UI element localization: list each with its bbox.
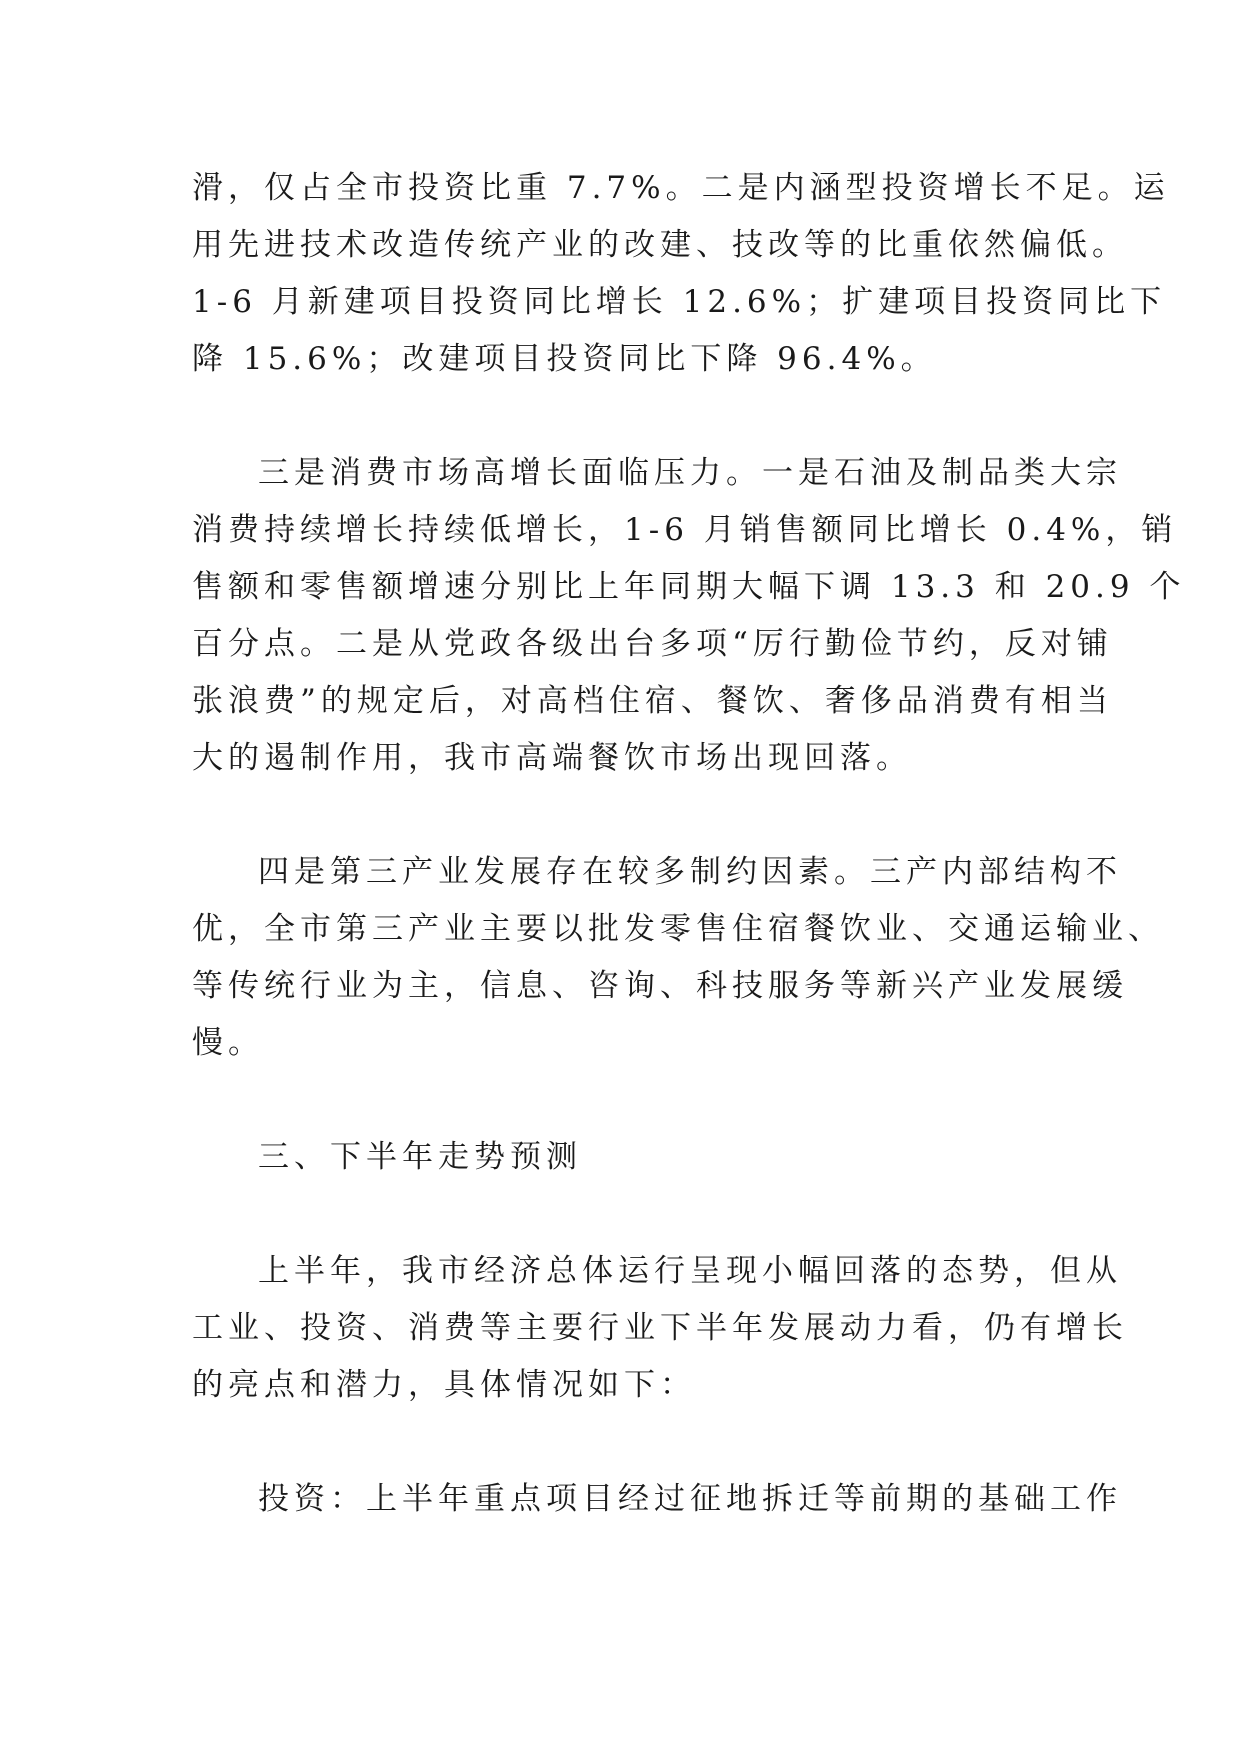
heading-text: 三、下半年走势预测 [258,1139,582,1175]
paragraph-investment-structure [192,160,1170,388]
text-line: 1-6 月新建项目投资同比增长 12.6%；扩建项目投资同比下 [192,284,1167,320]
section-heading [192,1129,1058,1186]
text-line: 消费持续增长持续低增长，1-6 月销售额同比增长 0.4%，销 [192,512,1178,548]
paragraph-investment-outlook [192,1471,1122,1528]
text-line: 大的遏制作用，我市高端餐饮市场出现回落。 [192,740,912,776]
text-line: 慢。 [192,1025,264,1061]
text-line: 四是第三产业发展存在较多制约因素。三产内部结构不 [258,854,1122,890]
text-line: 上半年，我市经济总体运行呈现小幅回落的态势，但从 [258,1253,1122,1289]
text-line: 降 15.6%；改建项目投资同比下降 96.4%。 [192,341,937,377]
text-line: 投资：上半年重点项目经过征地拆迁等前期的基础工作 [258,1481,1122,1517]
paragraph-outlook-summary [192,1243,1128,1414]
text-line: 等传统行业为主，信息、咨询、科技服务等新兴产业发展缓 [192,968,1128,1004]
text-line: 百分点。二是从党政各级出台多项“厉行勤俭节约，反对铺 [192,626,1113,662]
text-line: 张浪费”的规定后，对高档住宿、餐饮、奢侈品消费有相当 [192,683,1113,719]
text-line: 三是消费市场高增长面临压力。一是石油及制品类大宗 [258,455,1122,491]
text-line: 用先进技术改造传统产业的改建、技改等的比重依然偏低。 [192,227,1128,263]
text-line: 工业、投资、消费等主要行业下半年发展动力看，仍有增长 [192,1310,1128,1346]
paragraph-consumption-pressure [192,445,1186,787]
paragraph-tertiary-industry [192,844,1164,1072]
text-line: 滑，仅占全市投资比重 7.7%。二是内涵型投资增长不足。运 [192,170,1170,206]
document-body [192,160,1186,1528]
text-line: 售额和零售额增速分别比上年同期大幅下调 13.3 和 20.9 个 [192,569,1186,605]
text-line: 优，全市第三产业主要以批发零售住宿餐饮业、交通运输业、 [192,911,1164,947]
text-line: 的亮点和潜力，具体情况如下： [192,1367,696,1403]
